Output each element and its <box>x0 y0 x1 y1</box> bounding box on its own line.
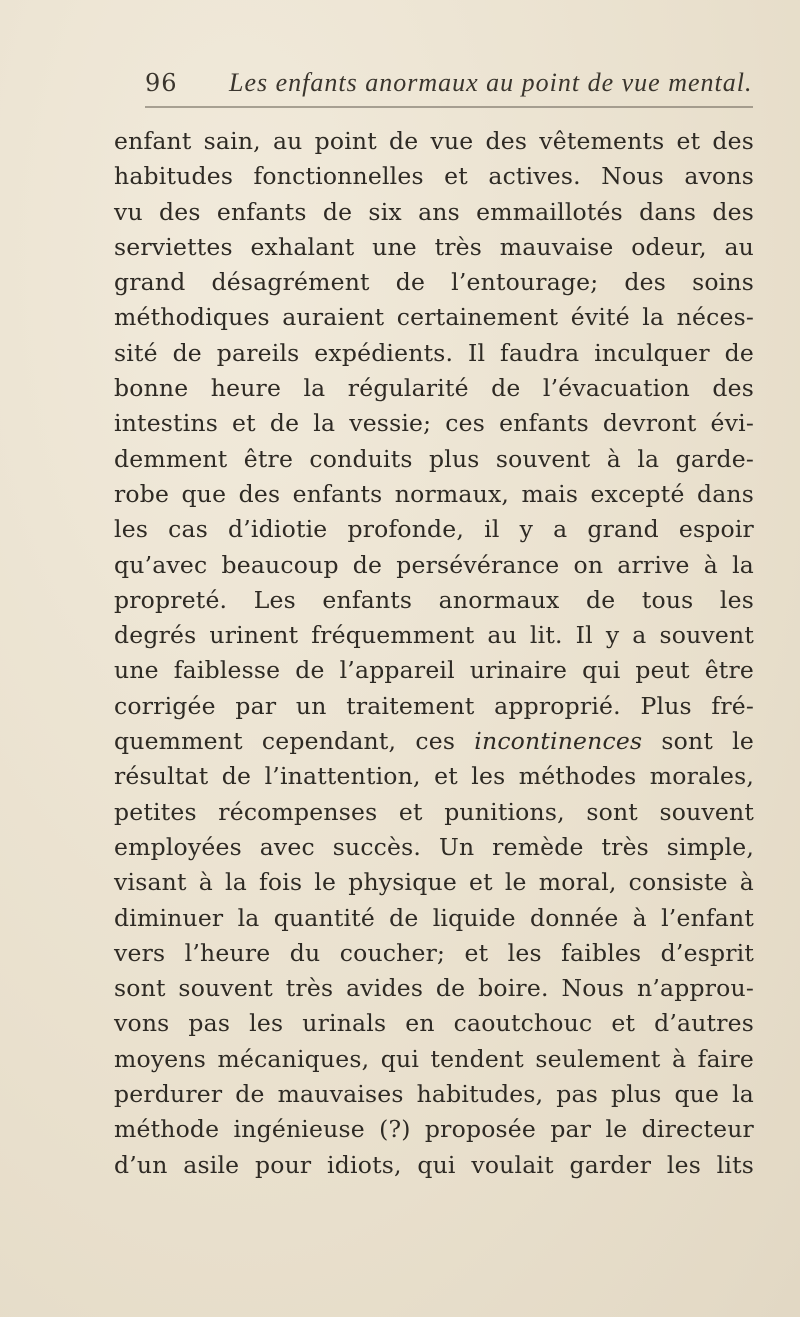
running-title: Les enfants anormaux au point de vue mental. <box>229 68 753 97</box>
text-line: sont souvent très avides de boire. Nous n’approu- <box>114 974 754 1003</box>
page-number: 96 <box>145 69 178 97</box>
text-line: une faiblesse de l’appareil urinaire qui peut être <box>114 656 754 685</box>
text-line: visant à la fois le physique et le moral, consiste à <box>114 868 754 897</box>
text-line: habitudes fonctionnelles et actives. Nous avons <box>114 162 754 191</box>
body-text <box>114 124 754 1183</box>
text-line: propreté. Les enfants anormaux de tous les <box>114 585 754 614</box>
text-line: employées avec succès. Un remède très simple, <box>114 832 754 861</box>
text-line: degrés urinent fréquemment au lit. Il y a souvent <box>114 621 754 650</box>
text-line: méthodiques auraient certainement évité la néces- <box>114 303 754 332</box>
text-line: sité de pareils expédients. Il faudra inculquer de <box>114 338 754 367</box>
text-line: enfant sain, au point de vue des vêtements et des <box>114 127 754 155</box>
text-line: résultat de l’inattention, et les méthodes morales, <box>114 762 754 791</box>
text-line: corrigée par un traitement approprié. Plus fré- <box>114 691 754 720</box>
text-line: petites récompenses et punitions, sont souvent <box>114 797 754 826</box>
line-segment: quemment cependant, ces <box>114 727 475 756</box>
text-line: diminuer la quantité de liquide donnée à l’enfant <box>114 903 754 932</box>
text-line: serviettes exhalant une très mauvaise odeur, au <box>114 232 754 261</box>
header-rule <box>145 106 753 108</box>
text-line: méthode ingénieuse (?) proposée par le directeur <box>114 1115 754 1144</box>
running-head <box>145 66 753 100</box>
text-line: moyens mécaniques, qui tendent seulement à faire <box>114 1044 754 1073</box>
text-line: perdurer de mauvaises habitudes, pas plus que la <box>114 1080 754 1109</box>
text-line: robe que des enfants normaux, mais excepté dans <box>114 479 754 508</box>
italic-term: incontinences <box>474 727 643 756</box>
text-line: d’un asile pour idiots, qui voulait garder les lits <box>114 1150 754 1179</box>
text-line: demment être conduits plus souvent à la garde- <box>114 444 754 473</box>
line-segment: sont le <box>642 727 755 756</box>
text-line: grand désagrément de l’entourage; des soins <box>114 268 754 297</box>
text-line: vers l’heure du coucher; et les faibles d’esprit <box>114 938 754 967</box>
text-line: bonne heure la régularité de l’évacuation des <box>114 374 754 403</box>
text-line: qu’avec beaucoup de persévérance on arrive à la <box>114 550 754 579</box>
text-line: les cas d’idiotie profonde, il y a grand espoir <box>114 515 754 544</box>
text-line: vons pas les urinals en caoutchouc et d’autres <box>114 1009 754 1038</box>
text-line: intestins et de la vessie; ces enfants devront évi- <box>114 409 754 438</box>
text-line-with-italic <box>114 724 754 759</box>
text-line: vu des enfants de six ans emmaillotés dans des <box>114 197 754 226</box>
